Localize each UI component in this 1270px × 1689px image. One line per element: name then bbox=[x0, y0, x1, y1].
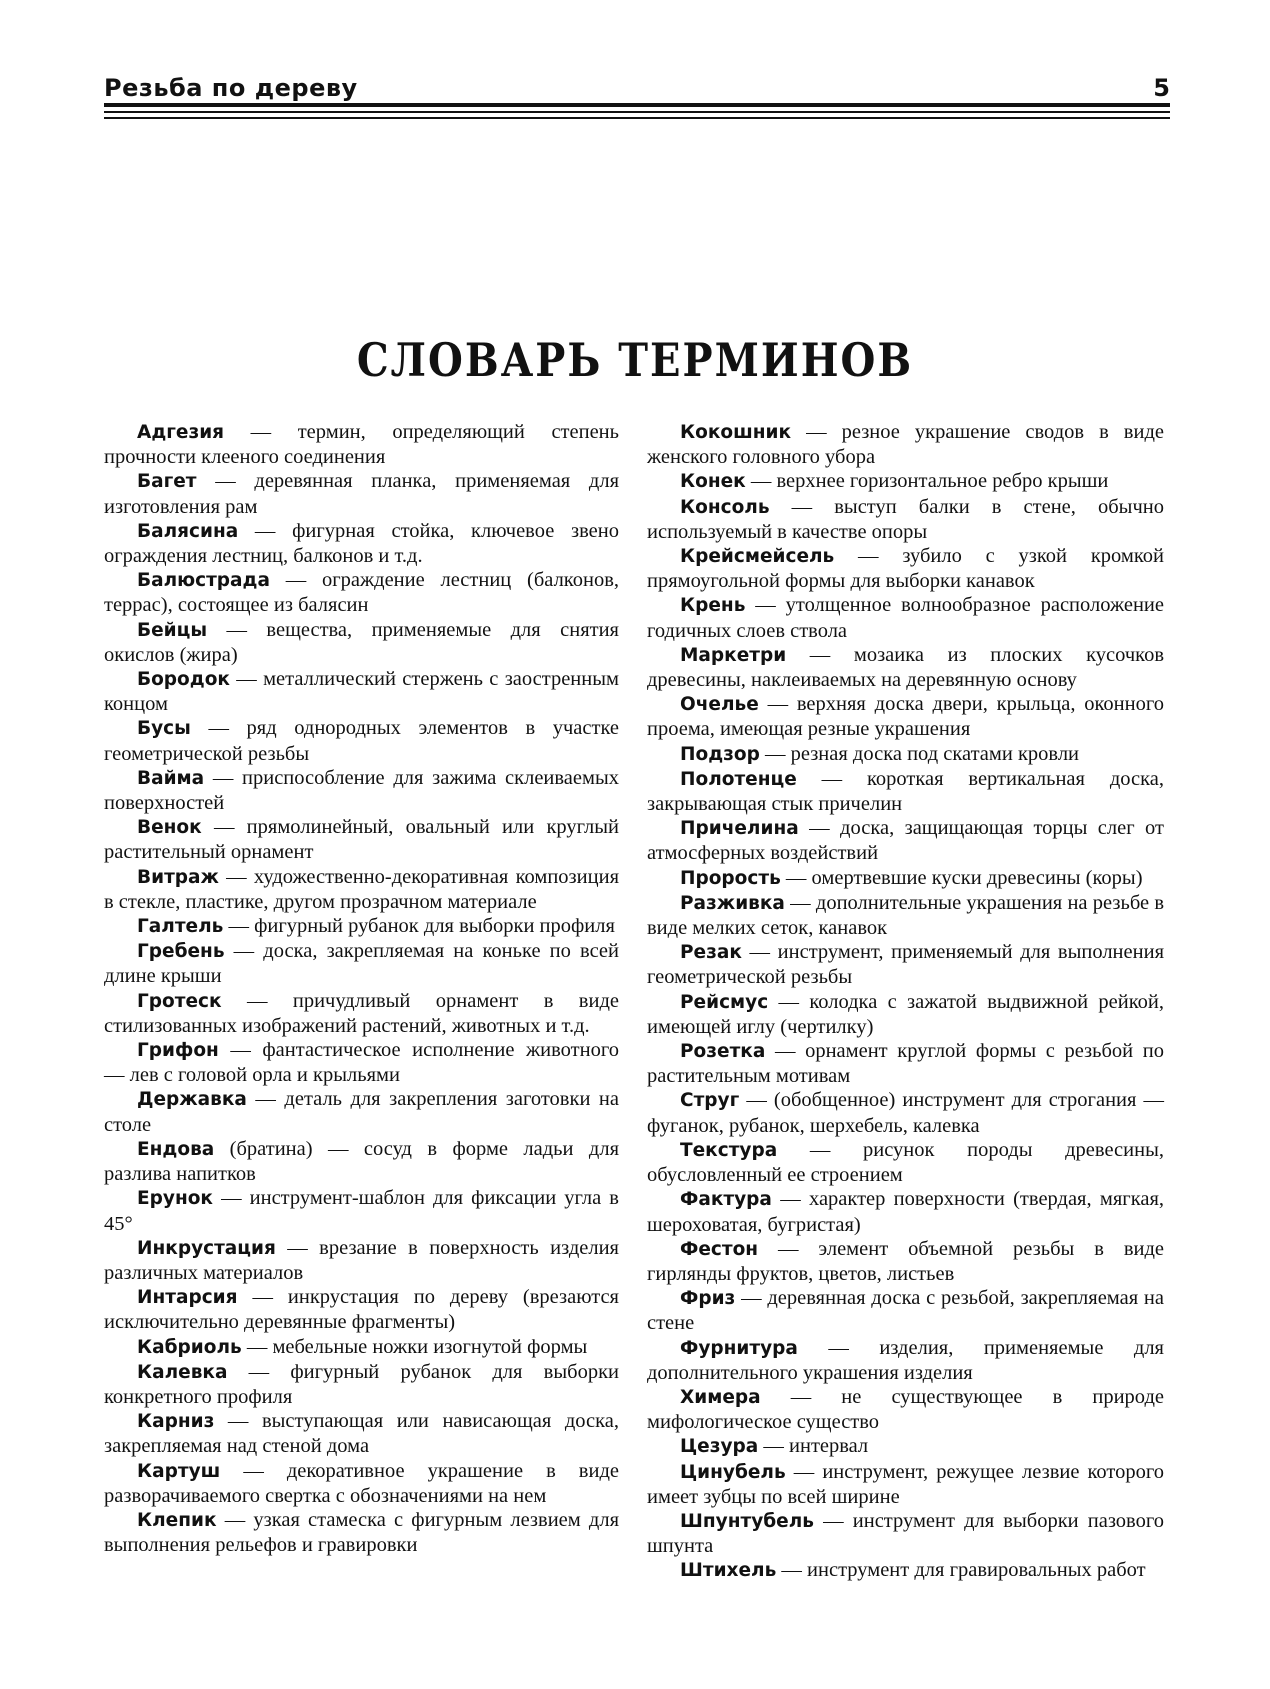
glossary-entry bbox=[104, 989, 619, 1038]
glossary-entry bbox=[104, 716, 619, 765]
glossary-entry bbox=[647, 1385, 1164, 1434]
glossary-term: Клепик bbox=[137, 1509, 217, 1531]
glossary-term: Инкрустация bbox=[137, 1237, 276, 1259]
glossary-definition: — дополнительные украшения на резьбе в виде мелких сеток, канавок bbox=[647, 891, 1164, 940]
glossary-entry bbox=[647, 866, 1164, 891]
glossary-definition: — термин, определяющий степень прочности клееного соединения bbox=[104, 421, 619, 469]
glossary-entry bbox=[104, 1335, 619, 1360]
header-rule-thin bbox=[104, 111, 1170, 113]
glossary-definition: — инструмент-шаблон для фиксации угла в 45° bbox=[104, 1187, 619, 1235]
glossary-entry bbox=[104, 1459, 619, 1508]
glossary-definition: — не существующее в природе мифологическое существо bbox=[647, 1385, 1164, 1434]
glossary-entry bbox=[104, 1038, 619, 1087]
glossary-definition: — инструмент для гравировальных работ bbox=[776, 1559, 1146, 1582]
glossary-entry bbox=[647, 1237, 1164, 1286]
glossary-term: Причелина bbox=[680, 818, 799, 840]
glossary-definition: — инструмент, применяемый для выполнения геометрической резьбы bbox=[647, 941, 1164, 989]
glossary-entry bbox=[647, 495, 1164, 544]
glossary-term: Фриз bbox=[680, 1288, 736, 1310]
running-header bbox=[104, 70, 1170, 126]
glossary-term: Рейсмус bbox=[680, 991, 769, 1013]
glossary-definition: — деталь для закрепления заготовки на столе bbox=[104, 1088, 619, 1136]
glossary-entry bbox=[104, 667, 619, 716]
glossary-term: Витраж bbox=[137, 866, 219, 888]
glossary-entry bbox=[647, 742, 1164, 767]
glossary-entry bbox=[647, 1088, 1164, 1137]
glossary-entry bbox=[647, 816, 1164, 865]
glossary-entry bbox=[104, 1508, 619, 1557]
glossary-entry bbox=[104, 865, 619, 914]
glossary-entry bbox=[104, 618, 619, 667]
glossary-term: Бусы bbox=[137, 718, 191, 740]
glossary-entry bbox=[104, 568, 619, 617]
glossary-term: Маркетри bbox=[680, 644, 787, 666]
glossary-definition: — изделия, применяемые для дополнительного украшения изделия bbox=[647, 1336, 1164, 1384]
glossary-entry bbox=[104, 1186, 619, 1235]
glossary-term: Химера bbox=[680, 1386, 761, 1408]
glossary-definition: — верхнее горизонтальное ребро крыши bbox=[745, 470, 1109, 493]
glossary-entry bbox=[104, 766, 619, 815]
glossary-entry bbox=[104, 1285, 619, 1334]
glossary-entry bbox=[104, 1137, 619, 1186]
glossary-entry bbox=[104, 815, 619, 864]
glossary-entry bbox=[647, 1039, 1164, 1088]
glossary-definition: — ряд однородных элементов в участке геометрической резьбы bbox=[104, 717, 619, 765]
glossary-term: Бородок bbox=[137, 669, 230, 691]
glossary-definition: — ограждение лестниц (балконов, террас), состоящее из балясин bbox=[104, 569, 619, 617]
glossary-definition: — инструмент, режущее лезвие которого имеет зубцы по всей ширине bbox=[647, 1460, 1164, 1508]
glossary-term: Фурнитура bbox=[680, 1337, 798, 1359]
header-rule-thick bbox=[104, 103, 1170, 107]
glossary-entry bbox=[647, 940, 1164, 989]
glossary-definition: — инструмент для выборки пазового шпунта bbox=[647, 1509, 1164, 1558]
glossary-definition: — фигурный рубанок для выборки профиля bbox=[223, 915, 615, 938]
glossary-entry bbox=[647, 767, 1164, 816]
glossary-term: Крейсмейсель bbox=[680, 546, 835, 568]
glossary-entry bbox=[647, 643, 1164, 692]
glossary-definition: — прямолинейный, овальный или круглый растительный орнамент bbox=[104, 816, 619, 864]
glossary-entry bbox=[647, 1460, 1164, 1509]
glossary-term: Державка bbox=[137, 1089, 247, 1111]
glossary-definition: — вещества, применяемые для снятия окислов (жира) bbox=[104, 618, 619, 666]
glossary-column-right bbox=[647, 420, 1164, 1584]
glossary-definition: — колодка с зажатой выдвижной рейкой, имеющей иглу (чертилку) bbox=[647, 990, 1164, 1038]
glossary-entry bbox=[104, 914, 619, 939]
glossary-definition: — выступ балки в стене, обычно используемый в качестве опоры bbox=[647, 495, 1164, 543]
glossary-definition: — верхняя доска двери, крыльца, оконного проема, имеющая резные украшения bbox=[647, 693, 1164, 741]
glossary-definition: — фигурная стойка, ключевое звено ограждения лестниц, балконов и т.д. bbox=[104, 519, 619, 568]
glossary-definition: — мебельные ножки изогнутой формы bbox=[241, 1335, 588, 1358]
glossary-entry bbox=[647, 1434, 1164, 1459]
glossary-definition: — причудливый орнамент в виде стилизованных изображений растений, животных и т.д. bbox=[104, 989, 619, 1037]
glossary-definition: — утолщенное волнообразное расположение годичных слоев ствола bbox=[647, 594, 1164, 642]
glossary-term: Балясина bbox=[137, 520, 239, 542]
glossary-term: Разживка bbox=[680, 892, 785, 914]
glossary-definition: — фантастическое исполнение животного — лев с головой орла и крыльями bbox=[104, 1039, 619, 1087]
glossary-definition: — деревянная планка, применяемая для изготовления рам bbox=[104, 470, 619, 518]
glossary-entry bbox=[647, 990, 1164, 1039]
glossary-term: Балюстрада bbox=[137, 570, 270, 592]
glossary-term: Шпунтубель bbox=[680, 1510, 814, 1532]
glossary-term: Подзор bbox=[680, 743, 760, 765]
glossary-term: Интарсия bbox=[137, 1287, 238, 1309]
glossary-definition: — орнамент круглой формы с резьбой по растительным мотивам bbox=[647, 1040, 1164, 1088]
glossary-term: Калевка bbox=[137, 1361, 228, 1383]
glossary-definition: — декоративное украшение в виде разворачиваемого свертка с обозначениями на нем bbox=[104, 1459, 619, 1507]
glossary-term: Фактура bbox=[680, 1189, 772, 1211]
glossary-term: Адгезия bbox=[137, 422, 225, 443]
running-title: Резьба по дереву bbox=[104, 74, 358, 102]
glossary-definition: — рисунок породы древесины, обусловленный ее строением bbox=[647, 1138, 1164, 1187]
glossary-entry bbox=[647, 1509, 1164, 1558]
glossary-entry bbox=[647, 891, 1164, 940]
glossary-definition: — узкая стамеска с фигурным лезвием для выполнения рельефов и гравировки bbox=[104, 1508, 619, 1557]
glossary-entry bbox=[647, 1187, 1164, 1236]
glossary-term: Очелье bbox=[680, 694, 759, 716]
glossary-term: Кабриоль bbox=[137, 1336, 242, 1358]
page-title: СЛОВАРЬ ТЕРМИНОВ bbox=[356, 333, 914, 388]
glossary-term: Цинубель bbox=[680, 1461, 786, 1483]
glossary-definition: — инкрустация по дереву (врезаются исключительно деревянные фрагменты) bbox=[104, 1286, 619, 1334]
glossary-entry bbox=[104, 519, 619, 568]
glossary-definition: — выступающая или нависающая доска, закрепляемая над стеной дома bbox=[104, 1410, 619, 1458]
glossary-entry bbox=[104, 420, 619, 469]
glossary-definition: — зубило с узкой кромкой прямоугольной формы для выборки канавок bbox=[647, 545, 1164, 593]
glossary-definition: — резная доска под скатами кровли bbox=[759, 742, 1080, 765]
glossary-term: Галтель bbox=[137, 916, 224, 938]
glossary-definition: — доска, закрепляемая на коньке по всей длине крыши bbox=[104, 940, 619, 988]
glossary-entry bbox=[647, 544, 1164, 593]
header-rule-thin bbox=[104, 117, 1170, 119]
glossary-entry bbox=[104, 1360, 619, 1409]
glossary-entry bbox=[104, 1409, 619, 1458]
glossary-column-left bbox=[104, 420, 619, 1557]
glossary-definition: — элемент объемной резьбы в виде гирлянды фруктов, цветов, листьев bbox=[647, 1237, 1164, 1285]
glossary-term: Гребень bbox=[137, 941, 225, 963]
glossary-term: Ендова bbox=[137, 1138, 215, 1160]
glossary-entry bbox=[104, 939, 619, 988]
glossary-definition: — фигурный рубанок для выборки конкретного профиля bbox=[104, 1360, 619, 1408]
glossary-term: Прорость bbox=[680, 867, 781, 889]
glossary-definition: — художественно-декоративная композиция в стекле, пластике, другом прозрачном материале bbox=[104, 865, 619, 913]
glossary-entry bbox=[104, 1236, 619, 1285]
glossary-definition: — мозаика из плоских кусочков древесины, наклеиваемых на деревянную основу bbox=[647, 643, 1164, 692]
glossary-entry bbox=[647, 1138, 1164, 1187]
glossary-definition: — врезание в поверхность изделия различных материалов bbox=[104, 1236, 619, 1284]
glossary-entry bbox=[647, 1336, 1164, 1385]
glossary-term: Конек bbox=[680, 471, 746, 493]
glossary-definition: — (обобщенное) инструмент для строгания — фуганок, рубанок, шерхебель, калевка bbox=[647, 1089, 1164, 1137]
glossary-entry bbox=[647, 692, 1164, 741]
glossary-term: Кокошник bbox=[680, 422, 792, 443]
glossary-term: Вайма bbox=[137, 767, 205, 789]
glossary-term: Картуш bbox=[137, 1460, 221, 1482]
glossary-term: Штихель bbox=[680, 1560, 777, 1582]
glossary-term: Полотенце bbox=[680, 768, 797, 790]
glossary-definition: — короткая вертикальная доска, закрывающая стык причелин bbox=[647, 767, 1164, 816]
glossary-definition: — омертвевшие куски древесины (коры) bbox=[780, 866, 1143, 889]
glossary-term: Крень bbox=[680, 595, 746, 617]
glossary-definition: — доска, защищающая торцы слег от атмосферных воздействий bbox=[647, 817, 1164, 865]
glossary-term: Цезура bbox=[680, 1436, 759, 1458]
page-number: 5 bbox=[1153, 74, 1170, 102]
glossary-definition: — приспособление для зажима склеиваемых поверхностей bbox=[104, 766, 619, 815]
glossary-definition: — металлический стержень с заостренным концом bbox=[104, 668, 619, 716]
glossary-definition: (братина) — сосуд в форме ладьи для разлива напитков bbox=[104, 1137, 619, 1186]
glossary-term: Текстура bbox=[680, 1139, 778, 1161]
glossary-definition: — резное украшение сводов в виде женского головного убора bbox=[647, 421, 1164, 469]
glossary-term: Гротеск bbox=[137, 990, 222, 1012]
glossary-term: Багет bbox=[137, 471, 197, 493]
glossary-term: Ерунок bbox=[137, 1188, 213, 1210]
glossary-term: Консоль bbox=[680, 496, 770, 518]
glossary-term: Грифон bbox=[137, 1040, 219, 1062]
glossary-term: Розетка bbox=[680, 1041, 766, 1063]
glossary-entry bbox=[104, 469, 619, 518]
glossary-term: Фестон bbox=[680, 1238, 759, 1260]
glossary-definition: — деревянная доска с резьбой, закрепляемая на стене bbox=[647, 1287, 1164, 1335]
glossary-term: Карниз bbox=[137, 1411, 215, 1433]
glossary-definition: — интервал bbox=[758, 1435, 869, 1458]
glossary-entry bbox=[104, 1087, 619, 1136]
glossary-entry bbox=[647, 1558, 1164, 1583]
glossary-definition: — характер поверхности (твердая, мягкая, шероховатая, бугристая) bbox=[647, 1188, 1164, 1236]
glossary-term: Бейцы bbox=[137, 619, 208, 641]
glossary-term: Резак bbox=[680, 942, 742, 964]
glossary-term: Венок bbox=[137, 817, 202, 839]
glossary-entry bbox=[647, 469, 1164, 494]
glossary-entry bbox=[647, 1286, 1164, 1335]
glossary-term: Струг bbox=[680, 1090, 740, 1112]
glossary-entry bbox=[647, 593, 1164, 642]
glossary-entry bbox=[647, 420, 1164, 469]
